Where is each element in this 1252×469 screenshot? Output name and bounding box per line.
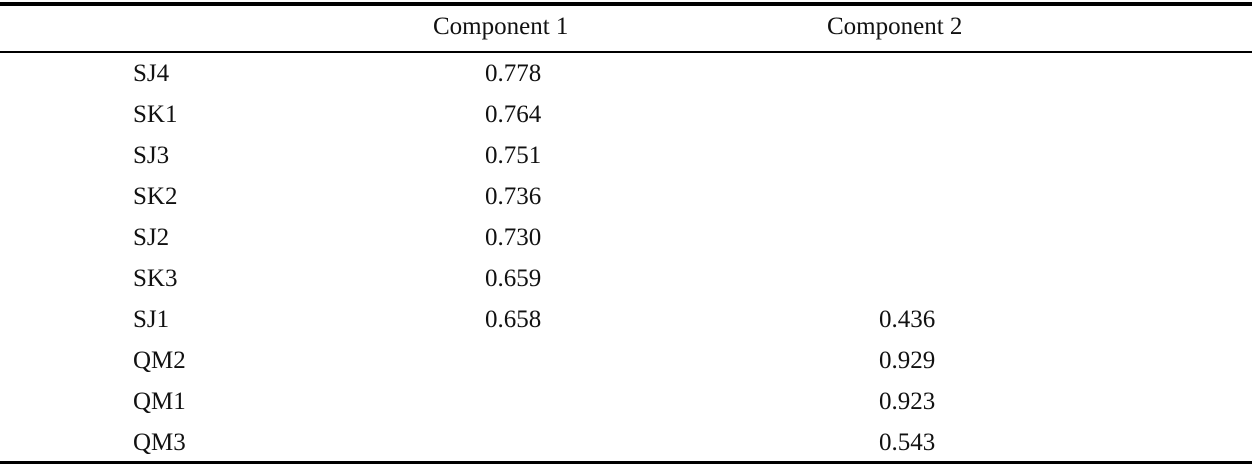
row-label: SJ3 (133, 142, 170, 169)
component-1-value: 0.778 (485, 60, 542, 87)
table-row (0, 59, 1252, 100)
table-top-rule (0, 2, 1252, 6)
component-1-value: 0.659 (485, 265, 542, 292)
row-label: SK2 (133, 183, 178, 210)
component-1-value: 0.736 (485, 183, 542, 210)
table-header-rule (0, 51, 1252, 53)
row-label: SK3 (133, 265, 178, 292)
row-label: QM1 (133, 388, 186, 415)
row-label: SJ1 (133, 306, 170, 333)
component-1-value: 0.658 (485, 306, 542, 333)
table-row (0, 264, 1252, 305)
row-label: SK1 (133, 101, 178, 128)
table-row (0, 223, 1252, 264)
component-1-value: 0.751 (485, 142, 542, 169)
column-header-component-1: Component 1 (433, 13, 569, 40)
row-label: SJ2 (133, 224, 170, 251)
table-row (0, 305, 1252, 346)
row-label: QM2 (133, 347, 186, 374)
table-row (0, 182, 1252, 223)
row-label: QM3 (133, 429, 186, 456)
column-header-component-2: Component 2 (827, 13, 963, 40)
component-2-value: 0.436 (879, 306, 936, 333)
table-row (0, 141, 1252, 182)
table-row (0, 387, 1252, 428)
table-row (0, 100, 1252, 141)
table-row (0, 346, 1252, 387)
component-1-value: 0.764 (485, 101, 542, 128)
component-2-value: 0.543 (879, 429, 936, 456)
row-label: SJ4 (133, 60, 170, 87)
component-1-value: 0.730 (485, 224, 542, 251)
component-2-value: 0.923 (879, 388, 936, 415)
table-bottom-rule (0, 461, 1252, 464)
component-2-value: 0.929 (879, 347, 936, 374)
